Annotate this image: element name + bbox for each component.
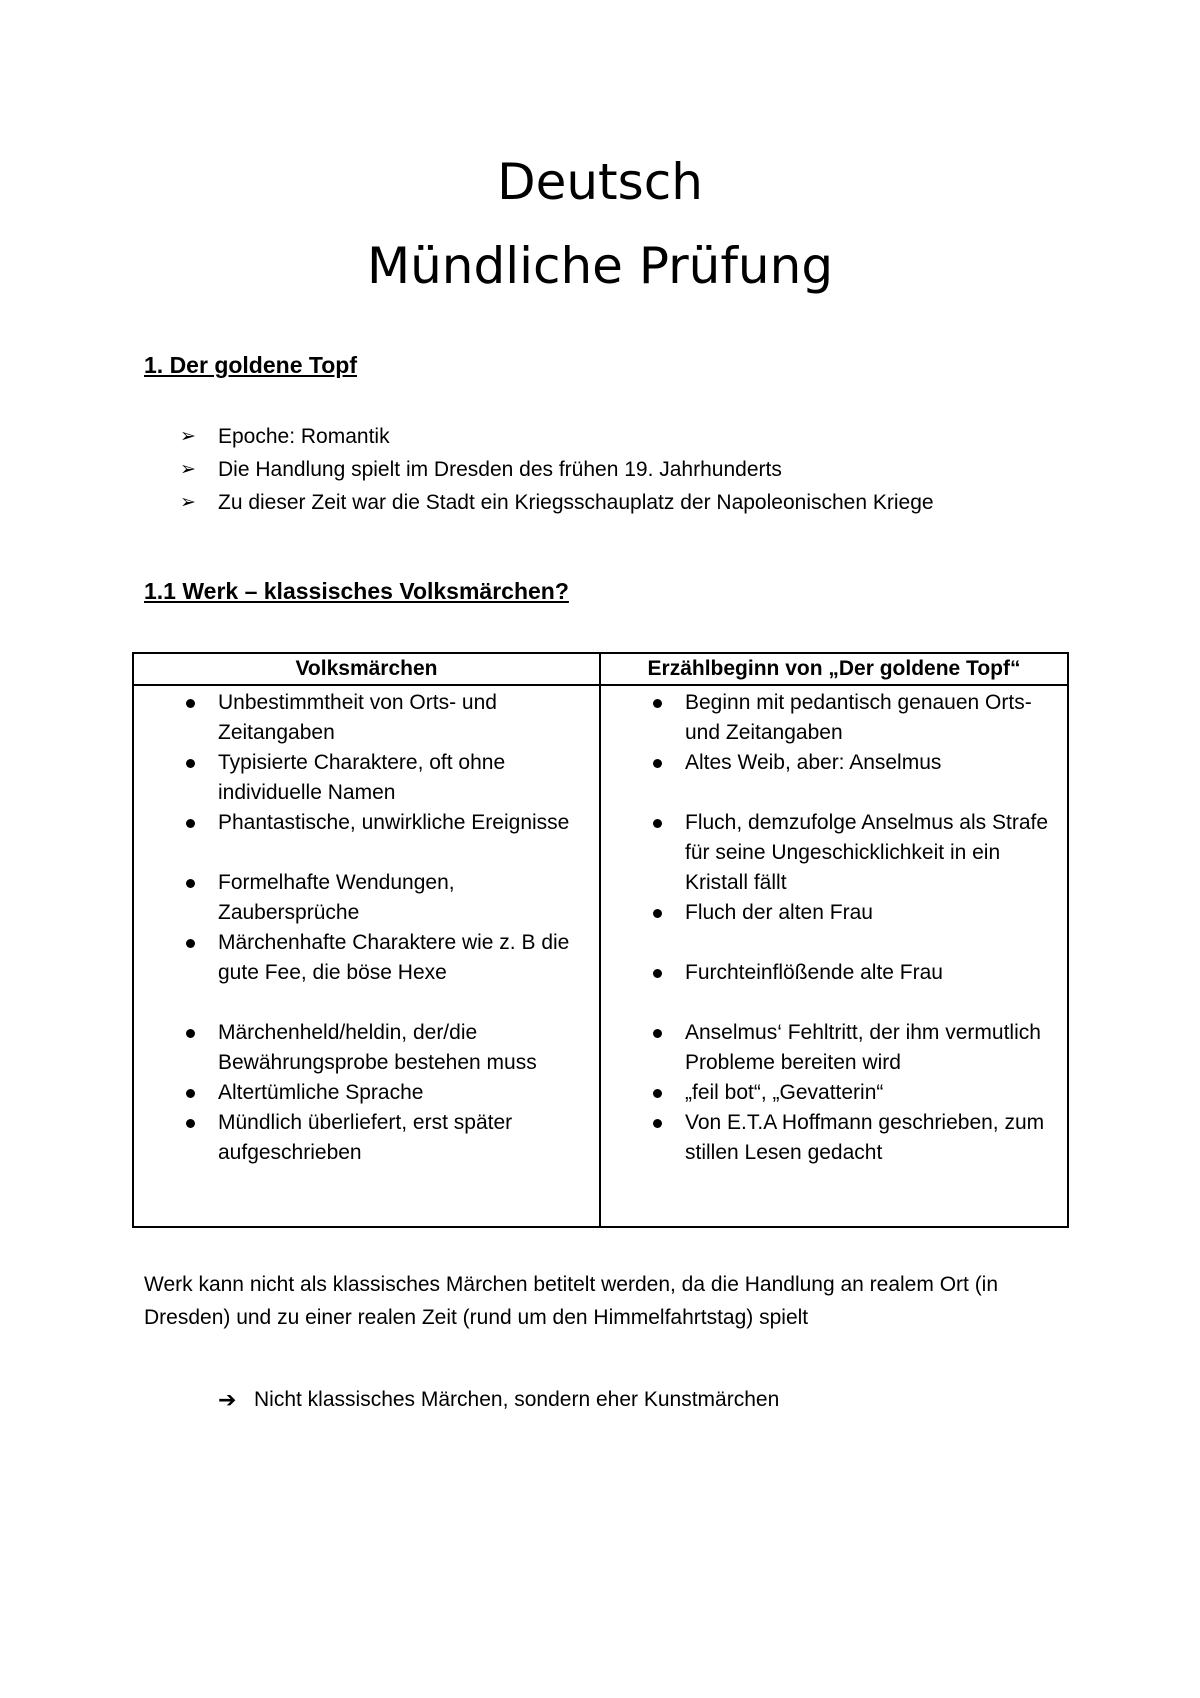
section-heading-werk: 1.1 Werk – klassisches Volksmärchen? xyxy=(144,578,569,604)
bullet-dot-icon xyxy=(186,939,195,948)
list-item xyxy=(134,1018,599,1078)
list-item xyxy=(134,1108,599,1168)
arrowhead-bullet-icon: ➢ xyxy=(180,426,196,447)
arrowhead-bullet-icon: ➢ xyxy=(180,459,196,480)
list-item-text: Fluch der alten Frau xyxy=(685,901,873,924)
list-item-text: Märchenhafte Charaktere wie z. B die gute Fee, die böse Hexe xyxy=(218,931,570,984)
section1-bullet-list xyxy=(180,420,934,519)
list-item-text: Mündlich überliefert, erst später aufgeschrieben xyxy=(218,1111,513,1164)
table-header-erzaehlbeginn: Erzählbeginn von „Der goldene Topf“ xyxy=(600,653,1068,685)
bullet-dot-icon xyxy=(186,819,195,828)
list-item-text: Altes Weib, aber: Anselmus xyxy=(685,751,942,774)
bullet-dot-icon xyxy=(653,1119,662,1128)
list-item-text: Fluch, demzufolge Anselmus als Strafe für seine Ungeschicklichkeit in ein Kristall fällt xyxy=(685,811,1049,894)
bullet-dot-icon xyxy=(653,969,662,978)
list-item-text: Zu dieser Zeit war die Stadt ein Kriegsschauplatz der Napoleonischen Kriege xyxy=(218,491,934,514)
arrowhead-bullet-icon: ➢ xyxy=(180,492,196,513)
list-item-text: Epoche: Romantik xyxy=(218,425,390,448)
result-line xyxy=(218,1385,779,1415)
list-item xyxy=(134,808,599,838)
bullet-dot-icon xyxy=(653,699,662,708)
list-item xyxy=(601,1018,1067,1078)
list-item-text: Anselmus‘ Fehltritt, der ihm vermutlich Probleme bereiten wird xyxy=(685,1021,1041,1074)
bullet-dot-icon xyxy=(186,699,195,708)
list-item-text: Furchteinflößende alte Frau xyxy=(685,961,943,984)
bullet-dot-icon xyxy=(653,1089,662,1098)
volksmaerchen-list xyxy=(134,688,599,1168)
table-cell-volksmaerchen xyxy=(133,685,600,1227)
bullet-dot-icon xyxy=(653,759,662,768)
list-item xyxy=(134,688,599,748)
list-item xyxy=(134,928,599,988)
bullet-dot-icon xyxy=(186,1119,195,1128)
list-item xyxy=(134,1078,599,1108)
list-item xyxy=(601,1108,1067,1168)
list-item xyxy=(601,748,1067,778)
conclusion-paragraph: Werk kann nicht als klassisches Märchen betitelt werden, da die Handlung an realem Ort (in Dresden) und zu einer realen Zeit (rund um den Himmelfahrtstag) spielt xyxy=(144,1273,999,1329)
list-item-text: Phantastische, unwirkliche Ereignisse xyxy=(218,811,570,834)
bullet-dot-icon xyxy=(653,909,662,918)
list-item-text: Altertümliche Sprache xyxy=(218,1081,424,1104)
list-item xyxy=(134,868,599,928)
document-title xyxy=(0,140,1200,308)
list-item-text: „feil bot“, „Gevatterin“ xyxy=(685,1081,884,1104)
list-item-text: Märchenheld/heldin, der/die Bewährungsprobe bestehen muss xyxy=(218,1021,537,1074)
list-item-text: Von E.T.A Hoffmann geschrieben, zum stillen Lesen gedacht xyxy=(685,1111,1045,1164)
list-item-text: Typisierte Charaktere, oft ohne individuelle Namen xyxy=(218,751,506,804)
table-header-volksmaerchen: Volksmärchen xyxy=(133,653,600,685)
table-header-row xyxy=(133,653,1068,685)
list-item xyxy=(180,486,934,519)
right-arrow-icon: ➔ xyxy=(218,1387,237,1412)
erzaehlbeginn-list xyxy=(601,688,1067,1168)
table-row xyxy=(133,685,1068,1227)
bullet-dot-icon xyxy=(653,819,662,828)
bullet-dot-icon xyxy=(653,1029,662,1038)
list-item xyxy=(180,453,934,486)
title-subject: Deutsch xyxy=(497,153,703,211)
bullet-dot-icon xyxy=(186,1029,195,1038)
bullet-dot-icon xyxy=(186,1089,195,1098)
list-item xyxy=(601,688,1067,748)
list-item xyxy=(180,420,934,453)
list-item xyxy=(601,898,1067,928)
comparison-table xyxy=(132,652,1069,1228)
bullet-dot-icon xyxy=(186,759,195,768)
list-item-text: Die Handlung spielt im Dresden des frühen 19. Jahrhunderts xyxy=(218,458,782,481)
title-exam: Mündliche Prüfung xyxy=(366,237,834,295)
list-item xyxy=(601,808,1067,898)
table-cell-erzaehlbeginn xyxy=(600,685,1068,1227)
list-item xyxy=(134,748,599,808)
list-item-text: Unbestimmtheit von Orts- und Zeitangaben xyxy=(218,691,497,744)
section-heading-der-goldene-topf: 1. Der goldene Topf xyxy=(144,352,357,378)
list-item xyxy=(601,1078,1067,1108)
list-item xyxy=(601,958,1067,988)
result-text: Nicht klassisches Märchen, sondern eher Kunstmärchen xyxy=(254,1388,780,1411)
list-item-text: Formelhafte Wendungen, Zaubersprüche xyxy=(218,871,455,924)
bullet-dot-icon xyxy=(186,879,195,888)
list-item-text: Beginn mit pedantisch genauen Orts- und Zeitangaben xyxy=(685,691,1032,744)
